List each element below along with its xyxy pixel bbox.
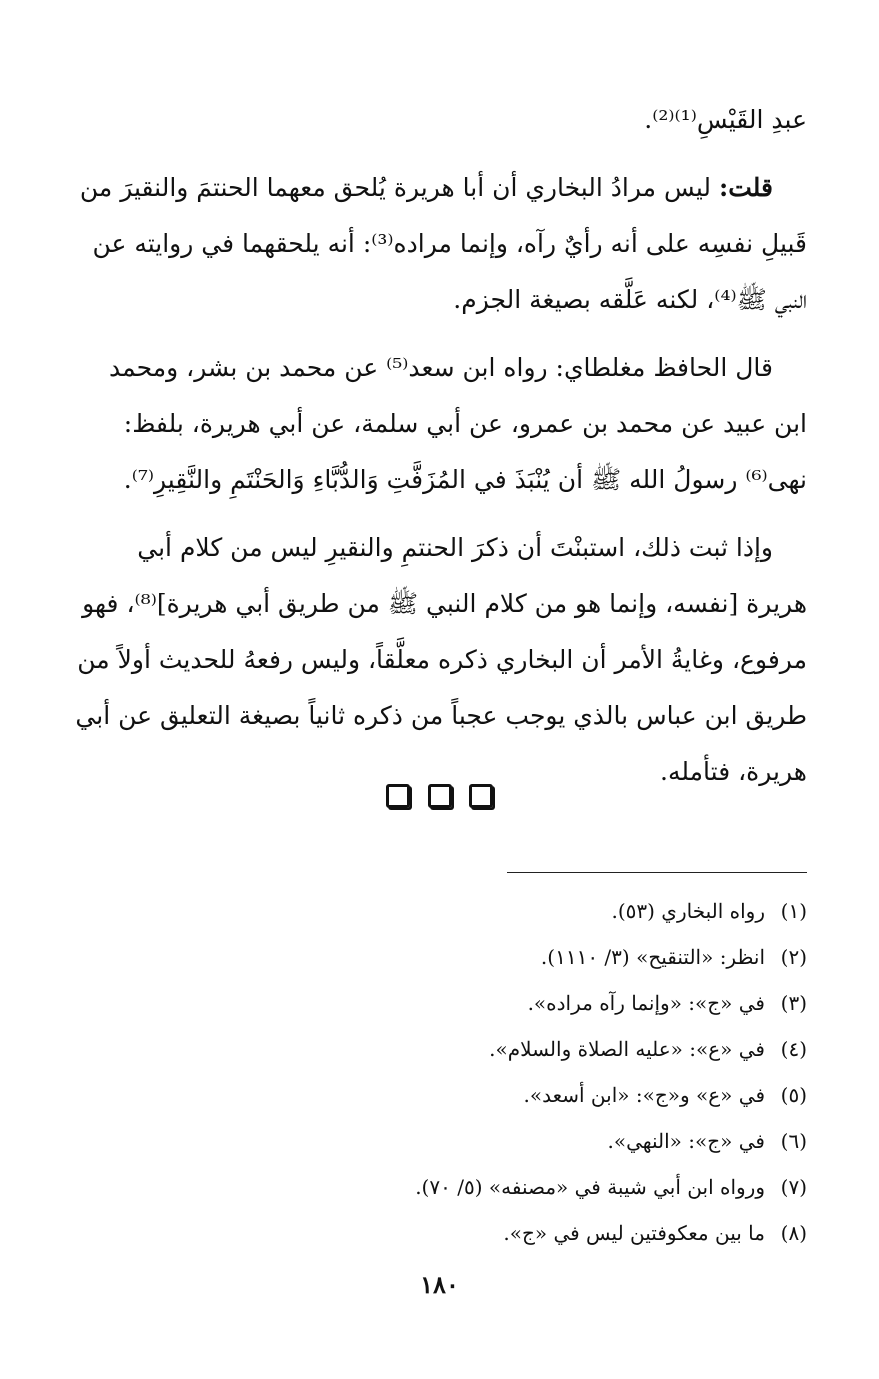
text-span: ليس مرادُ البخاري أن أبا هريرة يُلحق معهما الحنتمَ والنقيرَ من [79,173,712,202]
footnote-8 [100,1210,807,1256]
text-line: طريق ابن عباس بالذي يوجب عجباً من ذكره ثانياً بصيغة التعليق عن أبي [75,701,807,730]
footnote-number: (٢) [780,945,807,969]
text-line: وإذا ثبت ذلك، استبنْتَ أن ذكرَ الحنتمِ والنقيرِ ليس من كلام أبي [137,533,773,562]
footnote-number: (٥) [780,1083,807,1107]
footnote-3 [100,980,807,1026]
footnote-number: (١) [780,899,807,923]
text-line [79,160,773,216]
text-line: هريرة، فتأمله. [660,757,807,786]
footnote-text: في «ج»: «وإنما رآه مراده». [527,991,765,1015]
footnote-number: (٧) [780,1175,807,1199]
square-ornament-icon [386,784,410,808]
footnote-text: ما بين معكوفتين ليس في «ج». [503,1221,765,1245]
text-line: النبي ﷺ⁽⁴⁾، لكنه عَلَّقه بصيغة الجزم. [453,285,807,314]
footnote-text: في «ع» و«ج»: «ابن أسعد». [523,1083,765,1107]
footnote-2 [100,934,807,980]
footnote-text: ورواه ابن أبي شيبة في «مصنفه» (٥/ ٧٠). [415,1175,765,1199]
footnote-number: (٣) [780,991,807,1015]
footnote-4 [100,1026,807,1072]
square-ornament-icon [428,784,452,808]
footnote-6 [100,1118,807,1164]
footnote-text: في «ع»: «عليه الصلاة والسلام». [489,1037,765,1061]
paragraph-mughlatay [100,340,807,396]
footnotes [100,888,807,1256]
text-line: هريرة [نفسه، وإنما هو من كلام النبي ﷺ من طريق أبي هريرة]⁽⁸⁾، فهو [82,589,807,618]
text-line: نهى⁽⁶⁾ رسولُ الله ﷺ أن يُنْبَذَ في المُزَفَّتِ وَالدُّبَّاءِ وَالحَنْتَمِ والنَّقِيرِ⁽⁷⁾. [123,465,807,494]
text-line-opening: عبدِ القَيْسِ⁽¹⁾⁽²⁾. [644,105,807,134]
text-line: قَبيلِ نفسِه على أنه رأيٌ رآه، وإنما مراده⁽³⁾: أنه يلحقهما في روايته عن [92,229,807,258]
footnote-separator [507,872,807,873]
text-line: مرفوع، وغايةُ الأمر أن البخاري ذكره معلَّقاً، وليس رفعهُ للحديث أولاً من [77,645,807,674]
paragraph-conclusion [100,520,807,576]
section-divider-icon [0,784,879,812]
text-line: ابن عبيد عن محمد بن عمرو، عن أبي سلمة، عن أبي هريرة، بلفظ: [123,409,807,438]
footnote-text: في «ج»: «النهي». [607,1129,765,1153]
page-number: ١٨٠ [420,1270,459,1299]
main-text [75,92,807,800]
footnote-number: (٦) [780,1129,807,1153]
square-ornament-icon [469,784,493,808]
paragraph-qultu [79,160,807,216]
text-line: قال الحافظ مغلطاي: رواه ابن سعد⁽⁵⁾ عن محمد بن بشر، ومحمد [109,353,773,382]
footnote-7 [100,1164,807,1210]
footnote-number: (٨) [780,1221,807,1245]
footnote-text: رواه البخاري (٥٣). [611,899,765,923]
footnote-5 [100,1072,807,1118]
footnote-number: (٤) [780,1037,807,1061]
footnote-1 [100,888,807,934]
paragraph-lead: قلت: [718,173,773,202]
footnote-text: انظر: «التنقيح» (٣/ ١١١٠). [540,945,765,969]
